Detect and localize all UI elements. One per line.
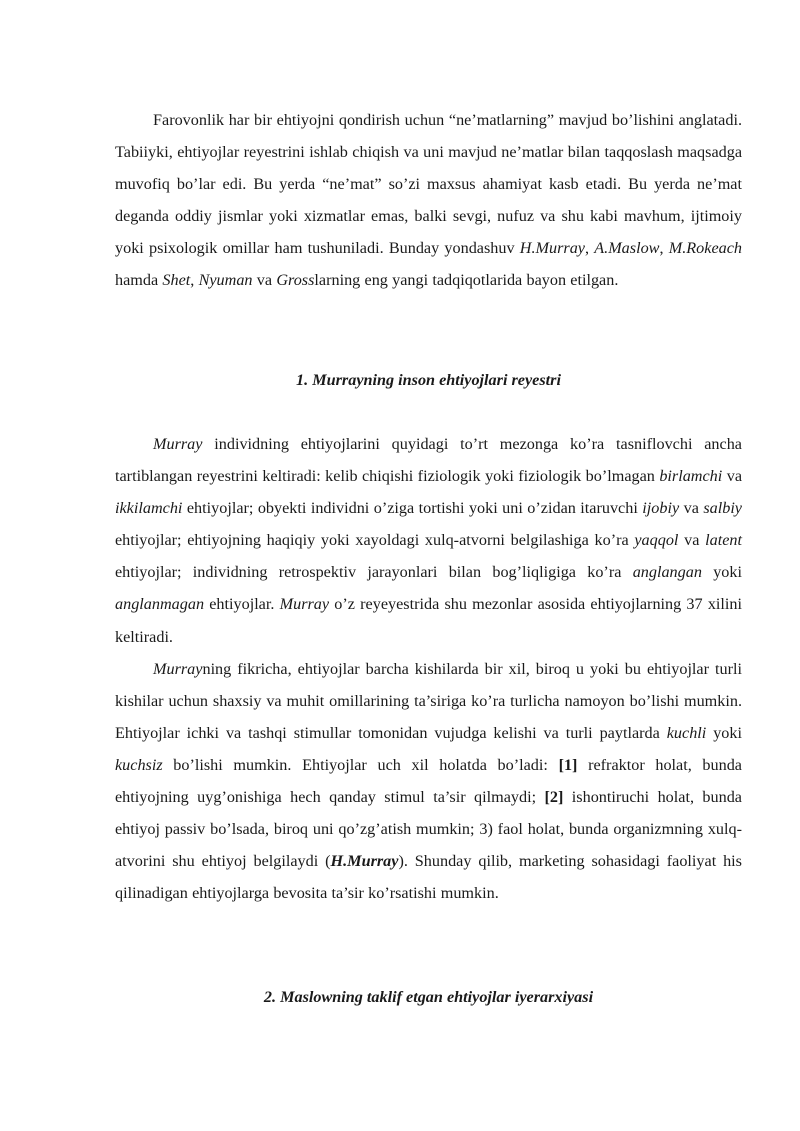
text-run: ehtiyojlar; ehtiyojning haqiqiy yoki xayoldagi xulq-atvorni belgilashiga ko’ra bbox=[115, 531, 635, 550]
author-name: Shet bbox=[162, 271, 191, 290]
section-heading-1: 1. Murrayning inson ehtiyojlari reyestri bbox=[296, 371, 561, 389]
text-run: , bbox=[190, 271, 199, 290]
text-run: va bbox=[678, 531, 706, 550]
term-italic: anglanmagan bbox=[115, 595, 205, 614]
paragraph-text bbox=[115, 428, 742, 653]
author-name: Murray bbox=[153, 435, 203, 453]
text-run: bo’lishi mumkin. Ehtiyojlar uch xil holatda bo’ladi: bbox=[162, 755, 559, 774]
term-italic: kuchli bbox=[666, 723, 707, 742]
text-run: o’z reyeyestrida shu mezonlar asosida ehtiyojlarning 37 xilini keltiradi. bbox=[115, 595, 742, 646]
text-run: Farovonlik har bir ehtiyojni qondirish uchun “ne’matlarning” mavjud bo’lishini anglatadi. Tabiiyki, ehtiyojlar reyestrini ishlab chiqish va uni mavjud ne’matlar bilan taqqoslash maqsadga muvofiq bo’lar edi. Bu yerda “ne’mat” so’zi maxsus ahamiyat kasb etadi. Bu yerda ne’mat deganda oddiy jismlar yoki xizmatlar emas, balki sevgi, nufuz va shu kabi mavhum, ijtimoiy yoki psixologik omillar ham tushuniladi. Bunday yondashuv bbox=[115, 111, 742, 258]
text-run: larning eng yangi tadqiqotlarida bayon etilgan. bbox=[314, 271, 619, 290]
author-name: H.Murray bbox=[330, 852, 399, 871]
author-name: H.Murray bbox=[519, 239, 585, 258]
section-heading-2: 2. Maslowning taklif etgan ehtiyojlar iyerarxiyasi bbox=[263, 988, 594, 1006]
paragraph-murray-registry bbox=[115, 428, 742, 909]
author-name: Nyuman bbox=[198, 271, 253, 290]
term-italic: birlamchi bbox=[659, 467, 723, 486]
term-italic: yaqqol bbox=[634, 531, 679, 550]
text-run: , bbox=[584, 239, 595, 258]
author-name: A.Maslow bbox=[594, 239, 660, 258]
author-name: M.Rokeach bbox=[668, 239, 743, 258]
text-run: va bbox=[252, 271, 277, 290]
term-italic: kuchsiz bbox=[115, 755, 163, 774]
author-name: Murray bbox=[153, 659, 203, 678]
paragraph-intro bbox=[115, 104, 742, 297]
text-run: va bbox=[722, 467, 742, 486]
text-run: ). Shunday qilib, marketing sohasidagi faoliyat his qilinadigan ehtiyojlarga bevosita ta’sir ko’rsatishi mumkin. bbox=[115, 852, 742, 903]
author-name: Murray bbox=[279, 595, 330, 614]
term-italic: ijobiy bbox=[642, 499, 680, 518]
text-run: ehtiyojlar; obyekti individni o’ziga tortishi yoki uni o’zidan itaruvchi bbox=[182, 499, 643, 518]
text-run: ehtiyojlar. bbox=[204, 595, 280, 614]
term-italic: latent bbox=[705, 531, 742, 550]
paragraph-text bbox=[115, 104, 742, 297]
text-run: yoki bbox=[706, 723, 742, 742]
paragraph-text bbox=[115, 653, 742, 910]
text-run: individning ehtiyojlarini quyidagi to’rt mezonga ko’ra tasniflovchi ancha tartiblangan reyestrini keltiradi: kelib chiqishi fiziologik yoki fiziologik bo’lmagan bbox=[115, 435, 742, 486]
text-run: refraktor holat, bunda ehtiyojning uyg’onishiga hech qanday stimul ta’sir qilmaydi; bbox=[115, 755, 742, 807]
text-run: va bbox=[679, 499, 704, 518]
author-name: Gross bbox=[276, 271, 315, 290]
text-run: , bbox=[659, 239, 669, 258]
list-marker: [1] bbox=[558, 755, 578, 774]
text-run: ning fikricha, ehtiyojlar barcha kishilarda bir xil, biroq u yoki bu ehtiyojlar turli kishilar uchun shaxsiy va muhit omillarining ta’siriga ko’ra turlicha namoyon bo’lishi mumkin. Ehtiyojlar ichki va tashqi stimullar tomonidan vujudga kelishi va turli paytlarda bbox=[115, 659, 742, 742]
term-italic: anglangan bbox=[632, 563, 702, 582]
list-marker: [2] bbox=[544, 788, 564, 807]
term-italic: ikkilamchi bbox=[115, 499, 183, 518]
term-italic: salbiy bbox=[703, 499, 742, 518]
text-run: ehtiyojlar; individning retrospektiv jarayonlari bilan bog’liqligiga ko’ra bbox=[115, 563, 633, 582]
text-run: hamda bbox=[115, 271, 163, 290]
text-run: yoki bbox=[701, 563, 742, 582]
text-run: ishontiruchi holat, bunda ehtiyoj passiv bo’lsada, biroq uni qo’zg’atish mumkin; 3) faol holat, bunda organizmning xulq-atvorini shu ehtiyoj belgilaydi ( bbox=[115, 788, 742, 871]
